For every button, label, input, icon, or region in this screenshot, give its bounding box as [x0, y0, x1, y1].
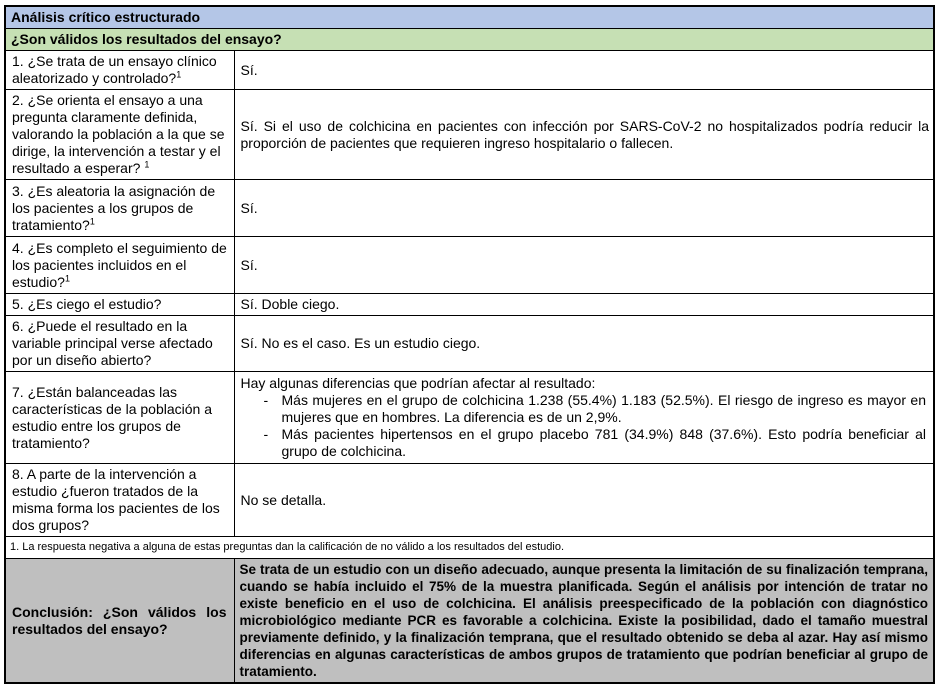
- table-title-row: [5, 6, 934, 29]
- table-row: [5, 237, 934, 294]
- footnote-row: [5, 537, 934, 559]
- question-cell: [5, 51, 234, 90]
- question-cell: [5, 237, 234, 294]
- table-row: [5, 294, 934, 316]
- question-cell: [5, 180, 234, 237]
- answer-cell: Sí. Si el uso de colchicina en pacientes con infección por SARS-CoV-2 no hospitalizados podría reducir la proporción de pacientes que requieren ingreso hospitalario o fallecen.: [234, 90, 934, 180]
- answer-cell: [234, 372, 934, 464]
- answer-cell: Sí. Doble ciego.: [234, 294, 934, 316]
- table-row: [5, 51, 934, 90]
- answer-cell: Sí.: [234, 180, 934, 237]
- question-cell: 6. ¿Puede el resultado en la variable principal verse afectado por un diseño abierto?: [5, 316, 234, 372]
- answer-cell: Sí. No es el caso. Es un estudio ciego.: [234, 316, 934, 372]
- section-header-row: [5, 29, 934, 51]
- table-row: [5, 316, 934, 372]
- table-row: [5, 464, 934, 537]
- question-text: 1. ¿Se trata de un ensayo clínico aleatorizado y controlado?: [12, 53, 217, 86]
- question-cell: 5. ¿Es ciego el estudio?: [5, 294, 234, 316]
- question-text: 4. ¿Es completo el seguimiento de los pacientes incluidos en el estudio?: [12, 239, 227, 290]
- critical-analysis-table: [4, 5, 935, 684]
- answer-bullet: - Más pacientes hipertensos en el grupo placebo 781 (34.9%) 848 (37.6%). Esto podría beneficiar al grupo de colchicina.: [282, 426, 929, 460]
- question-text: 3. ¿Es aleatoria la asignación de los pacientes a los grupos de tratamiento?: [12, 182, 216, 233]
- footnote-reference: 1: [144, 159, 150, 170]
- answer-cell: No se detalla.: [234, 464, 934, 537]
- question-cell: 8. A parte de la intervención a estudio ¿fueron tratados de la misma forma los pacientes de los dos grupos?: [5, 464, 234, 537]
- question-cell: 7. ¿Están balanceadas las características de la población a estudio entre los grupos de tratamiento?: [5, 372, 234, 464]
- answer-bullet: - Más mujeres en el grupo de colchicina 1.238 (55.4%) 1.183 (52.5%). El riesgo de ingreso es mayor en mujeres que en hombres. La diferencia es de un 2,9%.: [282, 392, 929, 426]
- section-header: ¿Son válidos los resultados del ensayo?: [5, 29, 934, 51]
- conclusion-label: Conclusión: ¿Son válidos los resultados del ensayo?: [5, 559, 234, 684]
- question-cell: [5, 90, 234, 180]
- conclusion-text: Se trata de un estudio con un diseño adecuado, aunque presenta la limitación de su finalización temprana, cuando se había incluido el 75% de la muestra planificada. Según el análisis por intención de tratar no existe beneficio en el uso de colchicina. El análisis preespecificado de la población con diagnóstico microbiológico mediante PCR es favorable a colchicina. Existe la posibilidad, dado el tamaño muestral previamente definido, y la finalización temprana, que el resultado obtenido se deba al azar. Hay así mismo diferencias en algunas características de ambos grupos de tratamiento que podrían beneficiar al grupo de tratamiento.: [234, 559, 934, 684]
- table-row: [5, 90, 934, 180]
- footnote-reference: 1: [176, 69, 182, 80]
- table-title: Análisis crítico estructurado: [5, 6, 934, 29]
- answer-bullet-list: [241, 392, 929, 460]
- answer-cell: Sí.: [234, 51, 934, 90]
- footnote-reference: 1: [89, 215, 95, 226]
- footnote-text: 1. La respuesta negativa a alguna de estas preguntas dan la calificación de no válido a los resultados del estudio.: [5, 537, 934, 559]
- answer-cell: Sí.: [234, 237, 934, 294]
- footnote-reference: 1: [64, 272, 70, 283]
- answer-intro: Hay algunas diferencias que podrían afectar al resultado:: [240, 375, 596, 391]
- question-text: 2. ¿Se orienta el ensayo a una pregunta claramente definida, valorando la población a la que se dirige, la intervención a testar y el resultado a esperar?: [12, 92, 225, 176]
- conclusion-row: [5, 559, 934, 684]
- table-row: [5, 180, 934, 237]
- table-row: [5, 372, 934, 464]
